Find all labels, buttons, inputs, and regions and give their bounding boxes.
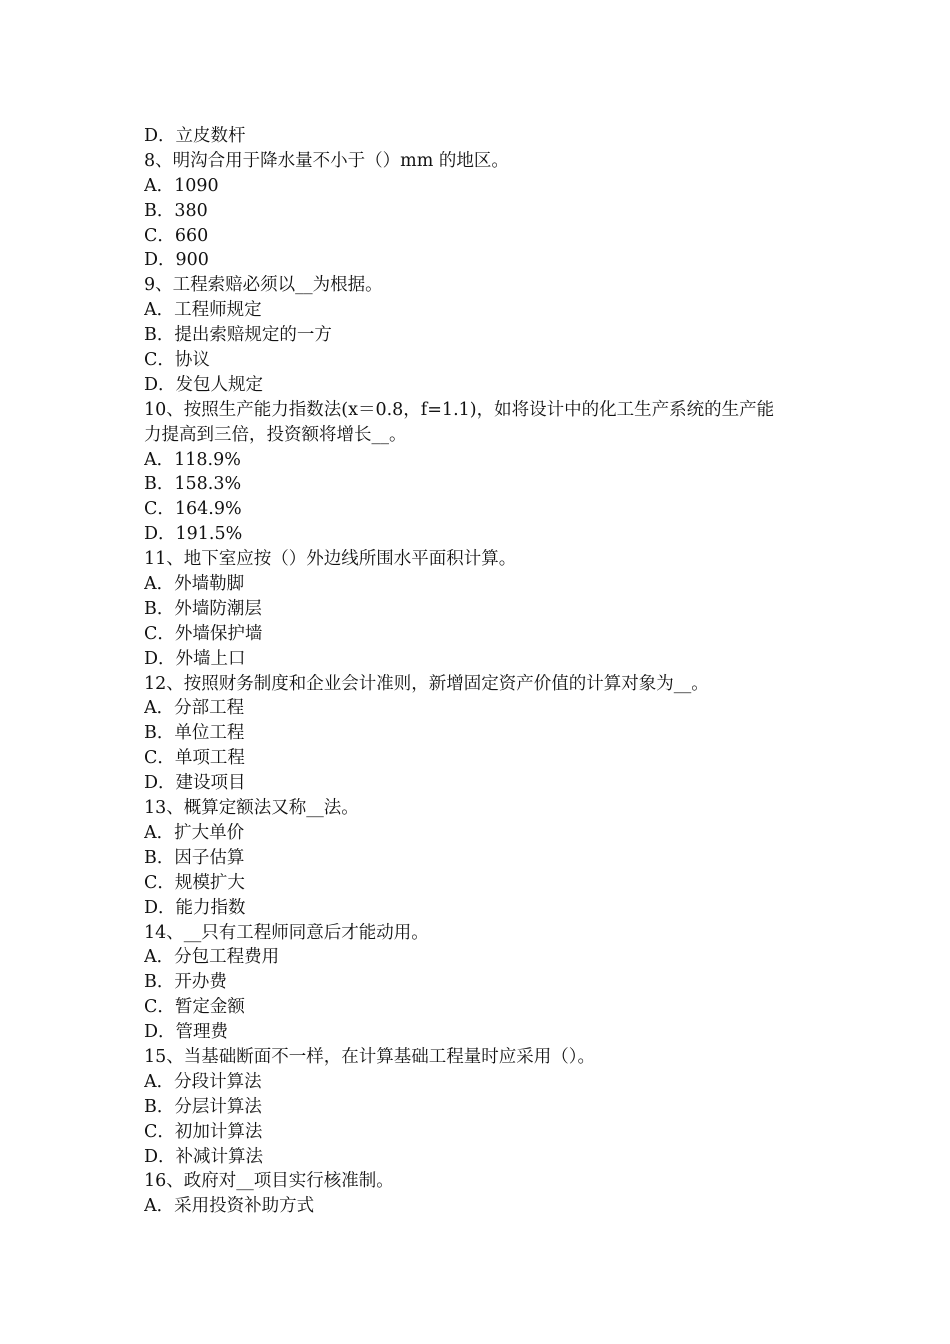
option-text: A．外墙勒脚 <box>144 574 245 595</box>
question-text: 9、工程索赔必须以__为根据。 <box>144 275 383 296</box>
question-text: 14、__只有工程师同意后才能动用。 <box>144 922 429 943</box>
option-text: C．规模扩大 <box>144 872 245 893</box>
option-text: B．外墙防潮层 <box>144 598 262 619</box>
option-text: A．工程师规定 <box>144 300 262 321</box>
option-text: C．164.9% <box>144 499 242 520</box>
option-text: D．建设项目 <box>144 773 246 794</box>
option-text: A．118.9% <box>144 449 241 470</box>
option-text: D．立皮数杆 <box>144 126 246 146</box>
question-text: 10、按照生产能力指数法(x＝0.8，f=1.1)，如将设计中的化工生产系统的生产能 <box>144 399 775 420</box>
question-text: 力提高到三倍，投资额将增长__。 <box>144 424 407 445</box>
option-text: B．提出索赔规定的一方 <box>144 325 332 346</box>
option-text: D．能力指数 <box>144 897 246 918</box>
option-text: A．分包工程费用 <box>144 947 280 968</box>
question-text: 11、地下室应按（）外边线所围水平面积计算。 <box>144 549 517 570</box>
option-text: C．660 <box>144 225 209 246</box>
option-text: C．初加计算法 <box>144 1121 263 1142</box>
option-text: A．采用投资补助方式 <box>144 1196 315 1217</box>
option-text: C．单项工程 <box>144 748 245 769</box>
document-body <box>144 124 816 1219</box>
option-text: B．单位工程 <box>144 723 245 744</box>
option-text: B．分层计算法 <box>144 1096 262 1117</box>
option-text: D．发包人规定 <box>144 374 264 395</box>
option-text: D．管理费 <box>144 1022 229 1043</box>
question-text: 13、概算定额法又称__法。 <box>144 798 359 819</box>
option-text: D．外墙上口 <box>144 648 246 669</box>
option-text: A．分段计算法 <box>144 1071 262 1092</box>
option-text: D．191.5% <box>144 524 243 545</box>
option-text: D．900 <box>144 250 209 271</box>
option-text: B．380 <box>144 200 208 221</box>
option-text: B．因子估算 <box>144 847 245 868</box>
option-text: C．暂定金额 <box>144 997 245 1018</box>
option-text: A．扩大单价 <box>144 822 245 843</box>
question-text: 12、按照财务制度和企业会计准则，新增固定资产价值的计算对象为__。 <box>144 673 709 694</box>
option-text: D．补减计算法 <box>144 1146 264 1167</box>
option-text: A．1090 <box>144 175 219 196</box>
question-text: 15、当基础断面不一样，在计算基础工程量时应采用（）。 <box>144 1046 596 1067</box>
question-text: 16、政府对__项目实行核准制。 <box>144 1171 394 1192</box>
option-text: B．158.3% <box>144 474 242 495</box>
option-text: C．外墙保护墙 <box>144 623 263 644</box>
question-text: 8、明沟合用于降水量不小于（）mm 的地区。 <box>144 150 509 171</box>
option-text: C．协议 <box>144 350 210 371</box>
option-text: B．开办费 <box>144 972 227 993</box>
option-text: A．分部工程 <box>144 698 245 719</box>
